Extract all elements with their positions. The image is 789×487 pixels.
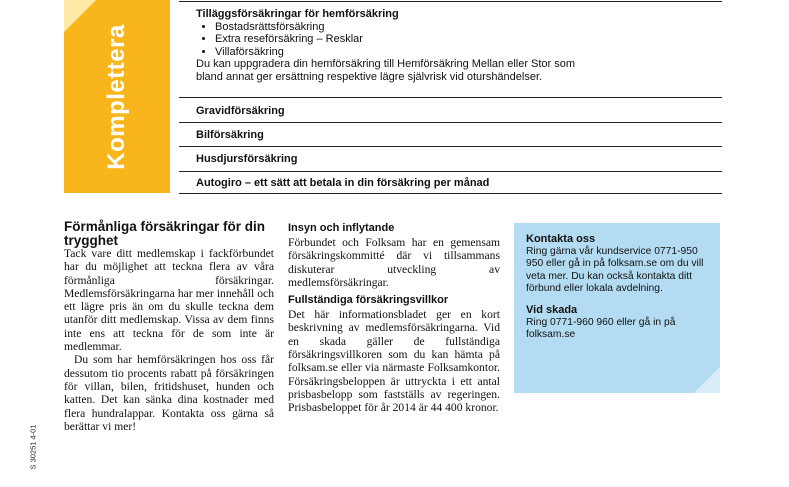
contact-content — [526, 233, 708, 351]
damage-text: Ring 0771-960 960 eller gå in på folksam.se — [526, 317, 676, 341]
row-title: Tilläggsförsäkringar för hemförsäkring — [196, 8, 399, 20]
article-body — [64, 247, 274, 433]
section-text: Förbundet och Folksam har en gemensam försäkringskommitté där vi tillsammans diskuterar utveckling av medlemsförsäkringar. — [288, 236, 500, 289]
section-heading: Fullständiga försäkringsvillkor — [288, 294, 449, 307]
article-paragraph: Tack vare ditt medlemskap i fackförbundet har du möjlighet att teckna flera av våra förmånliga försäkringar. Medlemsförsäkringarna har mer innehåll och ett lägre pris än om du skulle teckna dem utanför ditt medlemskap. Vissa av dem finns inte ens att teckna för de som inte är medlemmar. — [64, 247, 274, 354]
article-paragraph: Du som har hemförsäkringen hos oss får dessutom tio procents rabatt på försäkringen för villan, bilen, fritidshuset, hunden och katten. Det kan sänka dina kostnader med flera hundralappar. Kontakta oss gärna så berättar vi mer! — [64, 353, 274, 433]
document-code: S 30251 4-01 — [28, 424, 38, 470]
list-item: • Extra reseförsäkring – Resklar — [215, 33, 722, 46]
article-heading: Förmånliga försäkringar för din trygghet — [64, 219, 266, 248]
table-row-bil — [179, 123, 722, 147]
table-row-husdjur — [179, 147, 722, 172]
table-row-gravid — [179, 98, 722, 123]
list-item: • Bostadsrättsförsäkring — [215, 21, 722, 34]
table-row-autogiro — [179, 172, 722, 194]
tab-label: Komplettera — [103, 24, 130, 170]
row-title: Bilförsäkring — [196, 129, 264, 141]
table-top-rule — [179, 1, 722, 2]
row-title: Husdjursförsäkring — [196, 153, 298, 165]
contact-heading: Kontakta oss — [526, 233, 596, 245]
section-heading: Insyn och inflytande — [288, 222, 395, 234]
supplement-list — [179, 21, 722, 59]
contact-text: Ring gärna vår kundservice 0771-950 950 eller gå in på folksam.se om du vill veta mer. Du kan också kontakta ditt förbund eller lokala avdelning. — [526, 246, 704, 294]
damage-heading: Vid skada — [526, 304, 578, 317]
info-column — [288, 222, 500, 420]
row-title: Gravidförsäkring — [196, 105, 285, 117]
row-title: Autogiro – ett sätt att betala in din försäkring per månad — [196, 177, 490, 189]
row-description: Du kan uppgradera din hemförsäkring till Hemförsäkring Mellan eller Stor som bland annat ger ersättning respektive lägre självrisk vid oturshändelser. — [196, 58, 576, 83]
list-item: • Villaförsäkring — [215, 46, 722, 59]
table-row-supplements — [179, 6, 722, 98]
section-text: Det här informationsbladet ger en kort beskrivning av medlemsförsäkringarna. Vid en skada gäller de fullständiga försäkringsvillkoren som du kan hämta på folksam.se eller via närmaste Folksamkontor. Försäkringsbeloppen är uttryckta i ett antal prisbasbelopp som fastställs av regeringen. Prisbasbeloppet för år 2014 är 44 400 kronor. — [288, 308, 500, 415]
